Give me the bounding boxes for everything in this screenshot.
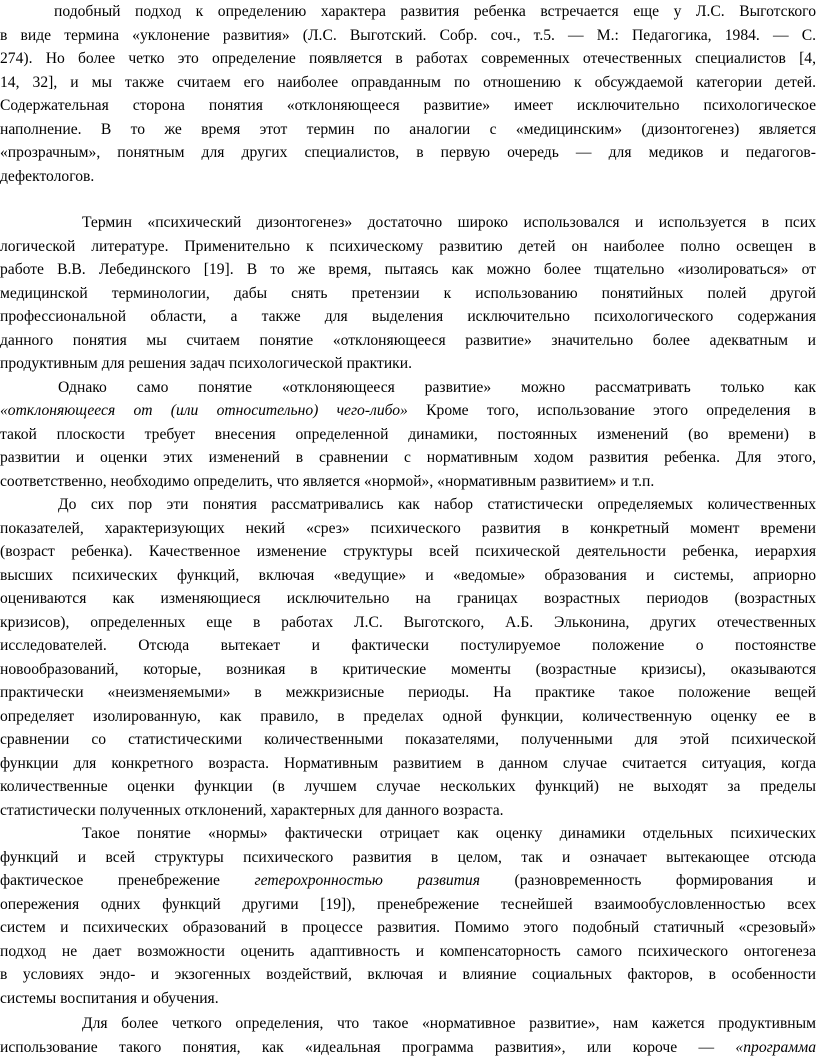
- text-line: статистически полученных отклонений, характерных для данного возраста.: [0, 801, 504, 819]
- text-line: «отклоняющееся от (или относительно) чего-либо» Кроме того, использование этого определения в: [0, 402, 816, 419]
- text-line: фактическое пренебрежение гетерохронностью развития (разновременность формирования и: [0, 872, 816, 889]
- text-line: медицинской терминологии, дабы снять претензии к использованию понятийных полей другой: [0, 284, 816, 302]
- text-line: практически «неизменяемыми» в межкризисные периоды. На практике такое положение вещей: [0, 684, 816, 701]
- text-line: соответственно, необходимо определить, что является «нормой», «нормативным развитием» и т.п.: [0, 472, 655, 490]
- text-line: сравнении со статистическими количественными показателями, полученными для этой психической: [0, 731, 816, 748]
- text-line: Содержательная сторона понятия «отклоняющееся развитие» имеет исключительно психологическое: [0, 97, 816, 114]
- text-line: высших психических функций, включая «ведущие» и «ведомые» образования и системы, априорно: [0, 566, 816, 584]
- text-line: показателей, характеризующих некий «срез» психического развития в конкретный момент времени: [0, 519, 816, 537]
- text-line: Такое понятие «нормы» фактически отрицает как оценку динамики отдельных психических: [82, 825, 816, 842]
- emphasis-text: «отклоняющееся от (или относительно) чего-либо»: [0, 402, 408, 419]
- text-line: работе В.В. Лебединского [19]. В то же время, пытаясь как можно более тщательно «изолироваться» от: [0, 261, 816, 278]
- text-line: новообразований, которые, возникая в критические моменты (возрастные кризисы), оказываются: [0, 660, 816, 678]
- text-line: количественные оценки функции (в лучшем случае нескольких функций) не выходят за пределы: [0, 778, 816, 795]
- text-line: продуктивным для решения задач психологической практики.: [0, 355, 412, 372]
- text-line: в виде термина «уклонение развития» (Л.С. Выготский. Собр. соч., т.5. — М.: Педагогика, 1984. — С.: [0, 26, 816, 44]
- text-line: Однако само понятие «отклоняющееся развитие» можно рассматривать только как: [58, 378, 816, 396]
- text-line: развитии и оценки этих изменений в сравнении с нормативным ходом развития ребенка. Для этого,: [0, 449, 816, 466]
- text-line: данного понятия мы считаем понятие «отклоняющееся развитие» значительно более адекватным и: [0, 331, 816, 349]
- text-line: кризисов), определенных еще в работах Л.С. Выготского, А.Б. Эльконина, других отечественных: [0, 613, 816, 631]
- emphasis-text: «программа: [735, 1038, 816, 1056]
- text-line: профессиональной области, а также для выделения исключительно психологического содержания: [0, 308, 816, 325]
- text-line: такой плоскости требует внесения определенной динамики, постоянных изменений (во времени) в: [0, 425, 816, 443]
- text-line: дефектологов.: [0, 167, 95, 185]
- text-line: использование такого понятия, как «идеальная программа развития», или короче — «программа: [0, 1038, 816, 1056]
- text-line: Термин «психический дизонтогенез» достаточно широко использовался и используется в псих: [82, 214, 816, 231]
- text-line: систем и психических образований в процессе развития. Помимо этого подобный статичный «срезовый»: [0, 919, 816, 936]
- text-line: опережения одних функций другими [19]), пренебрежение теснейшей взаимообусловленностью всех: [0, 895, 816, 913]
- text-line: определяет изолированную, как правило, в пределах одной функции, количественную оценку ее в: [0, 707, 816, 725]
- text-line: функций и всей структуры психического развития в целом, так и означает вытекающее отсюда: [0, 848, 816, 866]
- text-line: 274). Но более четко это определение появляется в работах современных отечественных специалистов [4,: [0, 50, 816, 67]
- text-line: «прозрачным», понятным для других специалистов, в первую очередь — для медиков и педагогов-: [0, 144, 816, 161]
- text-line: 14, 32], и мы также считаем его наиболее оправданным по отношению к обсуждаемой категории детей.: [0, 73, 816, 91]
- text-line: в условиях эндо- и экзогенных воздействий, включая и влияние социальных факторов, в особенности: [0, 966, 816, 983]
- emphasis-text: гетерохронностью развития: [254, 872, 480, 889]
- text-line: исследователей. Отсюда вытекает и фактически постулируемое положение о постоянстве: [0, 637, 816, 654]
- text-line: логической литературе. Применительно к психическому развитию детей он наиболее полно освещен в: [0, 237, 816, 255]
- text-line: Для более четкого определения, что такое «нормативное развитие», нам кажется продуктивным: [82, 1015, 816, 1032]
- text-line: подобный подход к определению характера развития ребенка встречается еще у Л.С. Выготского: [54, 3, 816, 20]
- text-line: оцениваются как изменяющиеся исключительно на границах возрастных периодов (возрастных: [0, 590, 816, 607]
- text-line: функции для конкретного возраста. Нормативным развитием в данном случае считается ситуация, когда: [0, 754, 816, 772]
- text-line: системы воспитания и обучения.: [0, 989, 219, 1007]
- text-line: подход не дает возможности оценить адаптивность и компенсаторность самого психического онтогенеза: [0, 942, 816, 960]
- text-line: (возраст ребенка). Качественное изменение структуры всей психической деятельности ребенка, иерархия: [0, 543, 816, 560]
- text-line: наполнение. В то же время этот термин по аналогии с «медицинским» (дизонтогенез) является: [0, 120, 816, 138]
- text-line: До сих пор эти понятия рассматривались как набор статистически определяемых количественных: [58, 496, 816, 513]
